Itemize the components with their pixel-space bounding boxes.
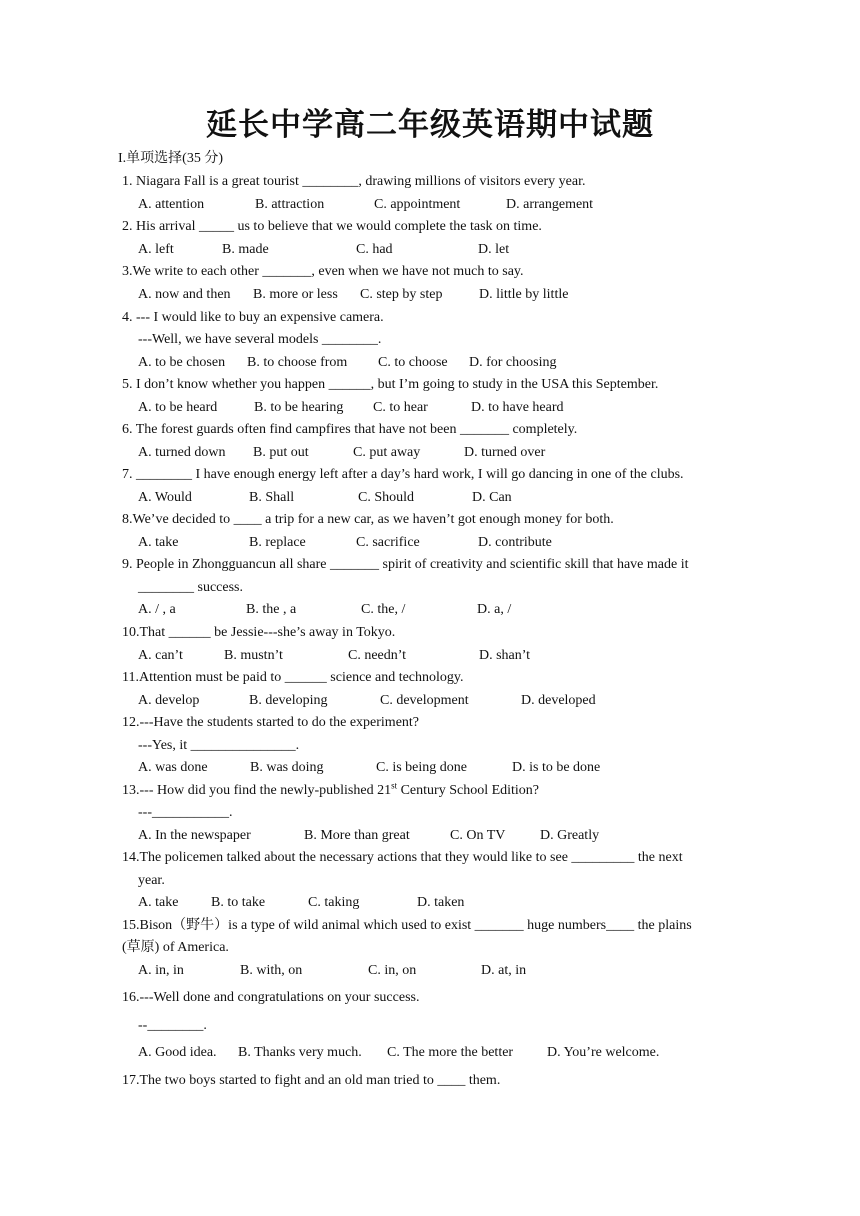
option: C. had bbox=[356, 242, 393, 257]
options-row bbox=[138, 533, 758, 553]
options-row bbox=[138, 646, 758, 666]
option: B. with, on bbox=[240, 963, 303, 978]
options-row bbox=[138, 1043, 758, 1063]
option: B. the , a bbox=[246, 602, 297, 617]
option: C. The more the better bbox=[387, 1045, 514, 1060]
question-stem: 5. I don’t know whether you happen ______, but I’m going to study in the USA this September. bbox=[122, 377, 659, 392]
option: D. turned over bbox=[464, 445, 546, 460]
question-stem: 8.We’ve decided to ____ a trip for a new car, as we haven’t got enough money for both. bbox=[122, 512, 614, 527]
options-row bbox=[138, 758, 758, 778]
ordinal-suffix: st bbox=[391, 780, 398, 791]
section-heading: I.单项选择(35 分) bbox=[118, 151, 223, 166]
option: A. attention bbox=[138, 197, 205, 212]
question-stem: 2. His arrival _____ us to believe that we would complete the task on time. bbox=[122, 219, 542, 234]
option: D. is to be done bbox=[512, 760, 601, 775]
question-stem-text: Century School Edition? bbox=[397, 783, 540, 798]
option: C. sacrifice bbox=[356, 535, 420, 550]
option: C. the, / bbox=[361, 602, 406, 617]
option: B. more or less bbox=[253, 287, 338, 302]
question-continuation: ________ success. bbox=[138, 580, 243, 595]
option: A. Would bbox=[138, 490, 192, 505]
option: C. needn’t bbox=[348, 648, 407, 663]
option: B. made bbox=[222, 242, 269, 257]
option: B. to be hearing bbox=[254, 400, 344, 415]
option: D. Greatly bbox=[540, 828, 600, 843]
option: A. to be heard bbox=[138, 400, 218, 415]
option: B. replace bbox=[249, 535, 306, 550]
option: B. put out bbox=[253, 445, 309, 460]
option: C. to hear bbox=[373, 400, 428, 415]
option: A. / , a bbox=[138, 602, 176, 617]
option: C. step by step bbox=[360, 287, 443, 302]
option: C. appointment bbox=[374, 197, 461, 212]
option: B. developing bbox=[249, 693, 328, 708]
option: C. is being done bbox=[376, 760, 467, 775]
page-title: 延长中学高二年级英语期中试题 bbox=[206, 107, 654, 143]
options-row bbox=[138, 826, 758, 846]
option: C. development bbox=[380, 693, 469, 708]
question-stem: 1. Niagara Fall is a great tourist ________, drawing millions of visitors every year. bbox=[122, 174, 586, 189]
question-stem: 16.---Well done and congratulations on your success. bbox=[122, 990, 420, 1005]
question-continuation: ---Yes, it _______________. bbox=[138, 738, 300, 753]
question-stem: 4. --- I would like to buy an expensive camera. bbox=[122, 310, 384, 325]
options-row bbox=[138, 285, 758, 305]
question-stem: 7. ________ I have enough energy left after a day’s hard work, I will go dancing in one of the clubs. bbox=[122, 467, 684, 482]
option: D. to have heard bbox=[471, 400, 564, 415]
option: A. was done bbox=[138, 760, 208, 775]
option: A. develop bbox=[138, 693, 200, 708]
question-stem: 10.That ______ be Jessie---she’s away in Tokyo. bbox=[122, 625, 396, 640]
option: B. More than great bbox=[304, 828, 410, 843]
options-row bbox=[138, 353, 758, 373]
option: B. to choose from bbox=[247, 355, 348, 370]
question-stem bbox=[122, 781, 539, 801]
option: D. let bbox=[478, 242, 510, 257]
option: A. to be chosen bbox=[138, 355, 226, 370]
option: C. taking bbox=[308, 895, 360, 910]
question-stem: 9. People in Zhongguancun all share _______ spirit of creativity and scientific skill that have made it bbox=[122, 557, 689, 572]
option: D. a, / bbox=[477, 602, 512, 617]
option: A. left bbox=[138, 242, 174, 257]
option: B. mustn’t bbox=[224, 648, 283, 663]
option: C. in, on bbox=[368, 963, 417, 978]
option: A. take bbox=[138, 895, 179, 910]
option: C. put away bbox=[353, 445, 421, 460]
option: D. taken bbox=[417, 895, 465, 910]
option: D. arrangement bbox=[506, 197, 594, 212]
question-stem: 12.---Have the students started to do the experiment? bbox=[122, 715, 420, 730]
option: C. On TV bbox=[450, 828, 506, 843]
options-row bbox=[138, 443, 758, 463]
option: A. turned down bbox=[138, 445, 226, 460]
option: D. little by little bbox=[479, 287, 569, 302]
options-row bbox=[138, 488, 758, 508]
option: B. attraction bbox=[255, 197, 325, 212]
option: D. developed bbox=[521, 693, 596, 708]
options-row bbox=[138, 398, 758, 418]
options-row bbox=[138, 961, 758, 981]
option: A. take bbox=[138, 535, 179, 550]
option: A. In the newspaper bbox=[138, 828, 251, 843]
question-continuation: ---Well, we have several models ________. bbox=[138, 332, 382, 347]
question-stem: 11.Attention must be paid to ______ science and technology. bbox=[122, 670, 464, 685]
question-continuation: ---___________. bbox=[138, 805, 233, 820]
option: D. You’re welcome. bbox=[547, 1045, 660, 1060]
option: A. now and then bbox=[138, 287, 231, 302]
question-stem: 14.The policemen talked about the necessary actions that they would like to see _________ the next bbox=[122, 850, 683, 865]
option: D. shan’t bbox=[479, 648, 531, 663]
option: A. Good idea. bbox=[138, 1045, 217, 1060]
question-stem: 3.We write to each other _______, even when we have not much to say. bbox=[122, 264, 524, 279]
option: B. to take bbox=[211, 895, 266, 910]
option: C. to choose bbox=[378, 355, 448, 370]
question-stem: 6. The forest guards often find campfires that have not been _______ completely. bbox=[122, 422, 578, 437]
options-row bbox=[138, 240, 758, 260]
options-row bbox=[138, 195, 758, 215]
option: A. can’t bbox=[138, 648, 183, 663]
options-row bbox=[138, 600, 758, 620]
option: C. Should bbox=[358, 490, 415, 505]
question-stem: 17.The two boys started to fight and an old man tried to ____ them. bbox=[122, 1073, 501, 1088]
option: A. in, in bbox=[138, 963, 184, 978]
question-stem: 15.Bison（野牛）is a type of wild animal which used to exist _______ huge numbers____ the plains bbox=[122, 918, 692, 933]
question-continuation: year. bbox=[138, 873, 165, 888]
question-continuation: (草原) of America. bbox=[122, 940, 229, 955]
options-row bbox=[138, 691, 758, 711]
option: B. Shall bbox=[249, 490, 295, 505]
options-row bbox=[138, 893, 758, 913]
question-stem-text: 13.--- How did you find the newly-published 21 bbox=[122, 783, 392, 798]
option: D. Can bbox=[472, 490, 512, 505]
option: B. Thanks very much. bbox=[238, 1045, 362, 1060]
option: D. for choosing bbox=[469, 355, 557, 370]
option: D. contribute bbox=[478, 535, 552, 550]
option: B. was doing bbox=[250, 760, 324, 775]
option: D. at, in bbox=[481, 963, 527, 978]
question-continuation: --________. bbox=[138, 1018, 207, 1033]
